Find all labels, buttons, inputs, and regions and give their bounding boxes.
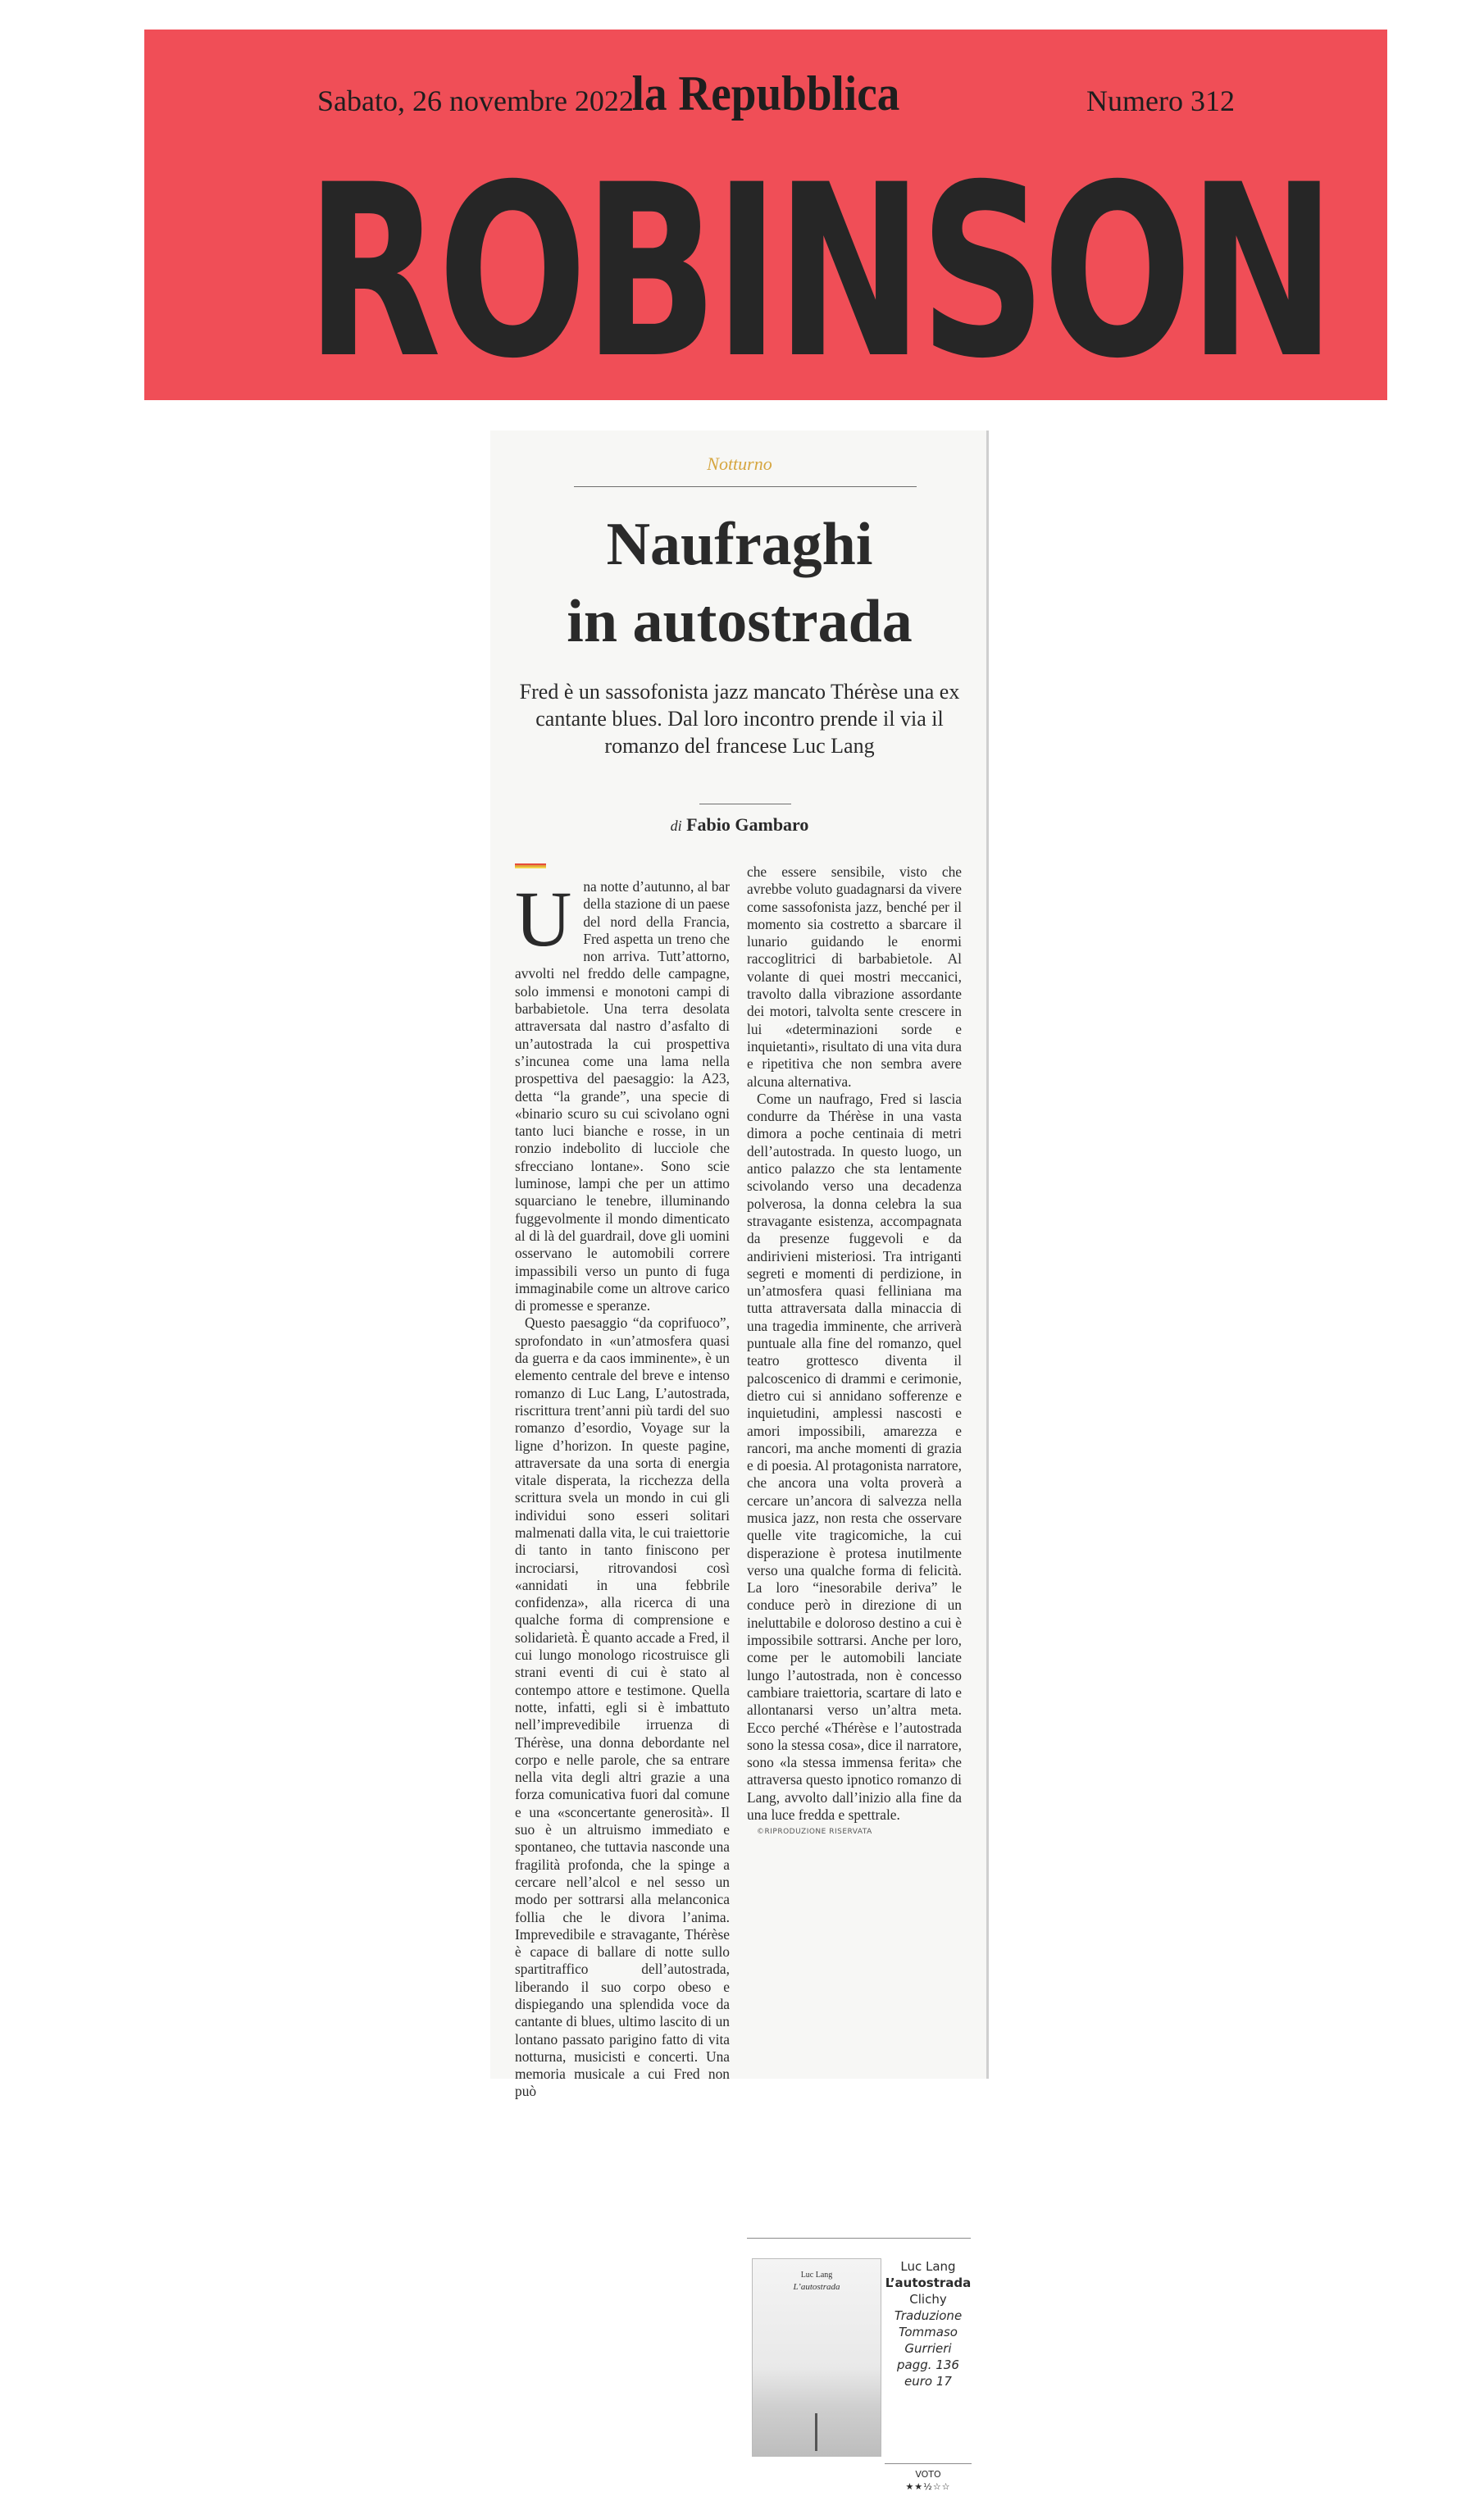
headline-line-1: Naufraghi bbox=[606, 511, 873, 578]
kicker-divider bbox=[574, 486, 917, 487]
tricolor-mark bbox=[515, 863, 546, 868]
book-pages: pagg. 136 bbox=[897, 2358, 959, 2372]
cover-author: Luc Lang bbox=[800, 2271, 833, 2280]
article-byline bbox=[490, 814, 989, 836]
article-deck: Fred è un sassofonista jazz mancato Thérèse una ex cantante blues. Dal loro incontro prende il via il romanzo del francese Luc Lang bbox=[519, 680, 960, 758]
article-headline bbox=[490, 506, 989, 660]
headline-line-2: in autostrada bbox=[567, 588, 913, 655]
rating-label: VOTO bbox=[915, 2469, 941, 2480]
translator-last: Gurrieri bbox=[904, 2341, 952, 2356]
issue-number: Numero 312 bbox=[1086, 84, 1235, 117]
body-paragraph bbox=[515, 875, 730, 1314]
translator-first: Tommaso bbox=[899, 2325, 958, 2339]
book-title: L’autostrada bbox=[885, 2276, 972, 2290]
translation-label: Traduzione bbox=[894, 2308, 963, 2323]
body-column-left bbox=[515, 863, 730, 2101]
drop-cap: U bbox=[515, 875, 572, 963]
rating-stars-icon: ★★½☆☆ bbox=[905, 2481, 951, 2492]
book-author: Luc Lang bbox=[900, 2259, 956, 2274]
book-publisher: Clichy bbox=[909, 2292, 947, 2307]
book-details bbox=[885, 2258, 972, 2389]
cover-title: L’autostrada bbox=[793, 2282, 840, 2292]
newspaper-logo: la Repubblica bbox=[631, 66, 900, 121]
article-clipping bbox=[490, 430, 989, 2492]
paragraph-text: na notte d’autunno, al bar della stazione di un paese del nord della Francia, Fred aspetta un treno che non arriva. Tutt’attorno, avvolti nel freddo delle campagne, solo immensi e monotoni campi di barbabietole. Una terra desolata attraversata dal nastro d’asfalto di un’autostrada la cui prospettiva s’incunea come una lama nella prospettiva del paesaggio: la A23, detta “la grande”, una specie di «binario scuro su cui scivolano ogni tanto luci bianche e rosse, in un ronzio indebolito di lucciole che sfrecciano lontane». Sono scie luminose, lampi che per un attimo squarciano le tenebre, illuminando fuggevolmente il mondo dimenticato al di là del guardrail, dove gli uomini osservano le automobili correre impassibili verso un punto di fuga immaginabile come un altrove carico di promesse e speranze. bbox=[515, 878, 730, 1314]
masthead-date: Sabato, 26 novembre 2022 bbox=[317, 84, 634, 117]
body-paragraph: Come un naufrago, Fred si lascia condurre da Thérèse in una vasta dimora a poche centinaia di metri dell’autostrada. In questo luogo, un antico palazzo che sta lentamente scivolando verso una decadenza polverosa, la donna celebra la sua stravagante esistenza, accompagnata da presenze fuggevoli e da andirivieni misteriosi. Tra intriganti segreti e momenti di perdizione, in un’atmosfera quasi felliniana ma tutta attraversata dalla minaccia di una tragedia imminente, che arriverà puntuale alla fine del romanzo, quel teatro grottesco diventa il palcoscenico di drammi e cerimonie, dietro cui si annidano sofferenze e inquietudini, amplessi nascosti e amori impossibili, amarezza e rancori, ma anche momenti di grazia e di poesia. Al protagonista narratore, che ancora una volta proverà a cercare un’ancora di salvezza nella musica jazz, non resta che osservare quelle vite tragicomiche, la cui disperazione è protesa inutilmente verso una qualche forma di felicità. La loro “inesorabile deriva” le conduce però in direzione di un ineluttabile e doloroso destino a cui è impossibile sottrarsi. Anche per loro, come per le automobili lanciate lungo l’autostrada, non è concesso cambiare traiettoria, scartare di lato e allontanarsi verso un’altra meta. Ecco perché «Thérèse e l’autostrada sono la stessa cosa», dice il narratore, sono «la stessa immensa ferita» che attraversa questo ipnotico romanzo di Lang, avvolto dall’inizio alla fine da una luce fredda e spettrale. bbox=[747, 1090, 962, 1824]
masthead bbox=[144, 30, 1387, 411]
road-icon bbox=[815, 2413, 817, 2451]
book-info-box bbox=[747, 2238, 971, 2501]
book-price: euro 17 bbox=[904, 2374, 952, 2389]
body-paragraph: che essere sensibile, visto che avrebbe voluto guadagnarsi da vivere come sassofonista jazz, benché per il momento sia costretto a sbarcare il lunario guidando le enormi raccoglitrici di barbabietole. Al volante di quei mostri meccanici, travolto dalla vibrazione assordante dei motori, talvolta sente crescere in lui «determinazioni sorde e inquietanti», risultato di una vita dura e ripetitiva che non sembra avere alcuna alternativa. bbox=[747, 863, 962, 1090]
article-kicker: Notturno bbox=[707, 453, 772, 474]
body-paragraph: Questo paesaggio “da coprifuoco”, sprofondato in «un’atmosfera quasi da guerra e da caos imminente», è un elemento centrale del breve e intenso romanzo di Luc Lang, L’autostrada, riscrittura trent’anni più tardi del suo romanzo d’esordio, Voyage sur la ligne d’horizon. In queste pagine, attraversate da una sorta di energia vitale disperata, la ricchezza della scrittura svela un mondo in cui gli individui sono esseri solitari malmenati dalla vita, le cui traiettorie di tanto in tanto finiscono per incrociarsi, ritrovandosi così «annidati in una febbrile confidenza», alla ricerca di una qualche forma di comprensione e solidarietà. È quanto accade a Fred, il cui lungo monologo ricostruisce gli strani eventi di cui è stato al contempo attore e testimone. Quella notte, infatti, egli si è imbattuto nell’imprevedibile irruenza di Thérèse, una donna debordante nel corpo e nelle parole, che sa entrare nella vita degli altri grazie a una forza comunicativa fuori dal comune e una «sconcertante generosità». Il suo è un altruismo immediato e spontaneo, che tuttavia nasconde una fragilità profonda, che la spinge a cercare nell’alcol e nel sesso un modo per sottrarsi alla melanconica follia che le divora l’anima. Imprevedibile e stravagante, Thérèse è capace di ballare di notte sullo spartitraffico dell’autostrada, liberando il suo corpo obeso e dispiegando una splendida voce da cantante di blues, ultimo lascito di un lontano passato parigino fatto di vita notturna, musicisti e concerti. Una memoria musicale a cui Fred non può bbox=[515, 1314, 730, 2100]
byline-prefix: di bbox=[670, 818, 682, 834]
byline-author: Fabio Gambaro bbox=[686, 814, 809, 835]
section-title: ROBINSON bbox=[306, 134, 1332, 411]
book-cover-image bbox=[752, 2258, 881, 2457]
copyright-notice: ©RIPRODUZIONE RISERVATA bbox=[757, 1828, 872, 1837]
body-column-right bbox=[747, 863, 962, 1842]
rating-box bbox=[885, 2463, 972, 2492]
